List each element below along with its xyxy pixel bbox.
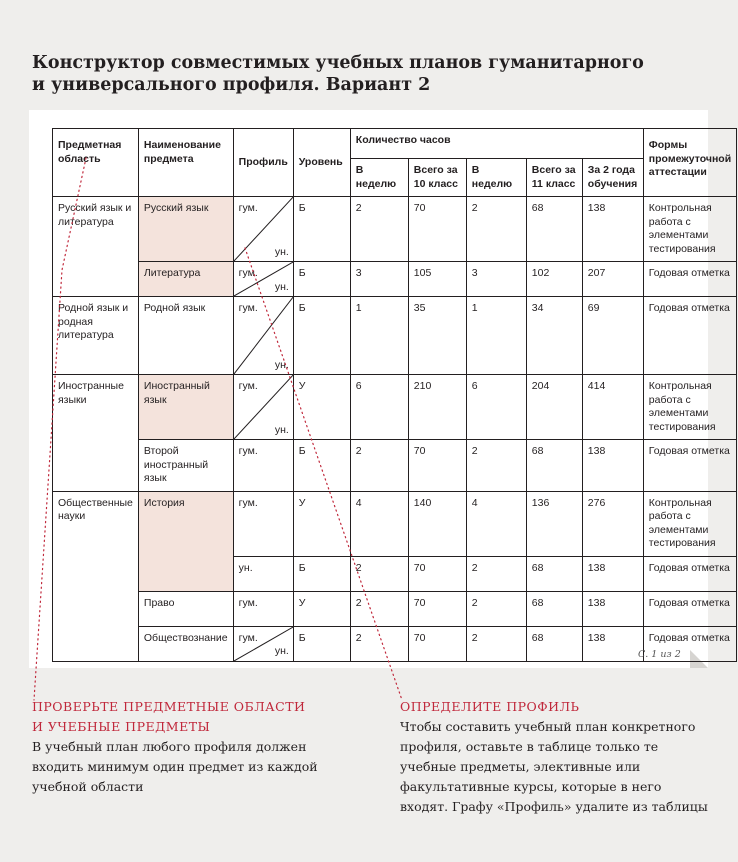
- form-cell: Контрольная работа с элементами тестирования: [643, 491, 736, 556]
- header-profile: Профиль: [233, 129, 293, 197]
- table-row: Второй иностранный язык гум. Б 2 70 2 68 138 Годовая отметка: [53, 440, 737, 492]
- header-level: Уровень: [293, 129, 350, 197]
- profile-cell: гум.: [233, 591, 293, 626]
- profile-cell: гум. ун.: [233, 375, 293, 440]
- header-total11: Всего за 11 класс: [526, 159, 582, 197]
- profile-cell: ун.: [233, 556, 293, 591]
- profile-cell: гум.: [233, 491, 293, 556]
- note-body-profile: Чтобы составить учебный план конкретного профиля, оставьте в таблице только те учебные предметы, элективные или факультативные курсы, которые в него входят. Графу «Профиль» удалите из таблицы: [400, 719, 708, 814]
- subject-cell: Литература: [138, 262, 233, 297]
- form-cell: Годовая отметка: [643, 626, 736, 661]
- table-row: Обществознание гум. ун. Б 2 70 2 68 138 Годовая отметка: [53, 626, 737, 661]
- form-cell: Контрольная работа с элементами тестирования: [643, 197, 736, 262]
- subject-cell: Право: [138, 591, 233, 626]
- page-title: Конструктор совместимых учебных планов гуманитарного и универсального профиля. Вариант 2: [32, 53, 644, 95]
- note-heading-areas: ПРОВЕРЬТЕ ПРЕДМЕТНЫЕ ОБЛАСТИ И УЧЕБНЫЕ ПРЕДМЕТЫ: [32, 699, 306, 734]
- form-cell: Годовая отметка: [643, 591, 736, 626]
- area-cell: Родной язык и родная литература: [53, 297, 139, 375]
- subject-cell: Родной язык: [138, 297, 233, 375]
- header-subject: Наименование предмета: [138, 129, 233, 197]
- header-total2: За 2 года обучения: [582, 159, 643, 197]
- header-week11: В неделю: [466, 159, 526, 197]
- area-cell: Общественные науки: [53, 491, 139, 661]
- header-week10: В неделю: [350, 159, 408, 197]
- note-body-areas: В учебный план любого профиля должен входить минимум один предмет из каждой учебной области: [32, 739, 318, 794]
- profile-cell: гум. ун.: [233, 297, 293, 375]
- subject-cell: Иностранный язык: [138, 375, 233, 440]
- note-heading-profile: ОПРЕДЕЛИТЕ ПРОФИЛЬ: [400, 699, 580, 714]
- form-cell: Годовая отметка: [643, 262, 736, 297]
- form-cell: Годовая отметка: [643, 297, 736, 375]
- table-row: Право гум. У 2 70 2 68 138 Годовая отметка: [53, 591, 737, 626]
- subject-cell: Русский язык: [138, 197, 233, 262]
- subject-cell: История: [138, 491, 233, 591]
- page-number: С. 1 из 2: [638, 649, 681, 660]
- form-cell: Контрольная работа с элементами тестирования: [643, 375, 736, 440]
- profile-cell: гум. ун.: [233, 262, 293, 297]
- header-forms: Формы промежуточной аттестации: [643, 129, 736, 197]
- table-row: Общественные науки История гум. У 4 140 4 136 276 Контрольная работа с элементами тестирования: [53, 491, 737, 556]
- table-row: Русский язык и литература Русский язык гум. ун. Б 2 70 2 68 138 Контрольная работа с элементами тестирования: [53, 197, 737, 262]
- table-row: ун. Б 2 70 2 68 138 Годовая отметка: [53, 556, 737, 591]
- profile-cell: гум. ун.: [233, 197, 293, 262]
- profile-cell: гум.: [233, 440, 293, 492]
- area-cell: Иностранные языки: [53, 375, 139, 492]
- profile-cell: гум. ун.: [233, 626, 293, 661]
- header-area: Предметная область: [53, 129, 139, 197]
- table-row: Иностранные языки Иностранный язык гум. ун. У 6 210 6 204 414 Контрольная работа с элементами тестирования: [53, 375, 737, 440]
- table-row: Родной язык и родная литература Родной язык гум. ун. Б 1 35 1 34 69 Годовая отметка: [53, 297, 737, 375]
- subject-cell: Второй иностранный язык: [138, 440, 233, 492]
- form-cell: Годовая отметка: [643, 440, 736, 492]
- header-total10: Всего за 10 класс: [408, 159, 466, 197]
- header-hours: Количество часов: [350, 129, 643, 159]
- table-row: Литература гум. ун. Б 3 105 3 102 207 Годовая отметка: [53, 262, 737, 297]
- area-cell: Русский язык и литература: [53, 197, 139, 297]
- subject-cell: Обществознание: [138, 626, 233, 661]
- form-cell: Годовая отметка: [643, 556, 736, 591]
